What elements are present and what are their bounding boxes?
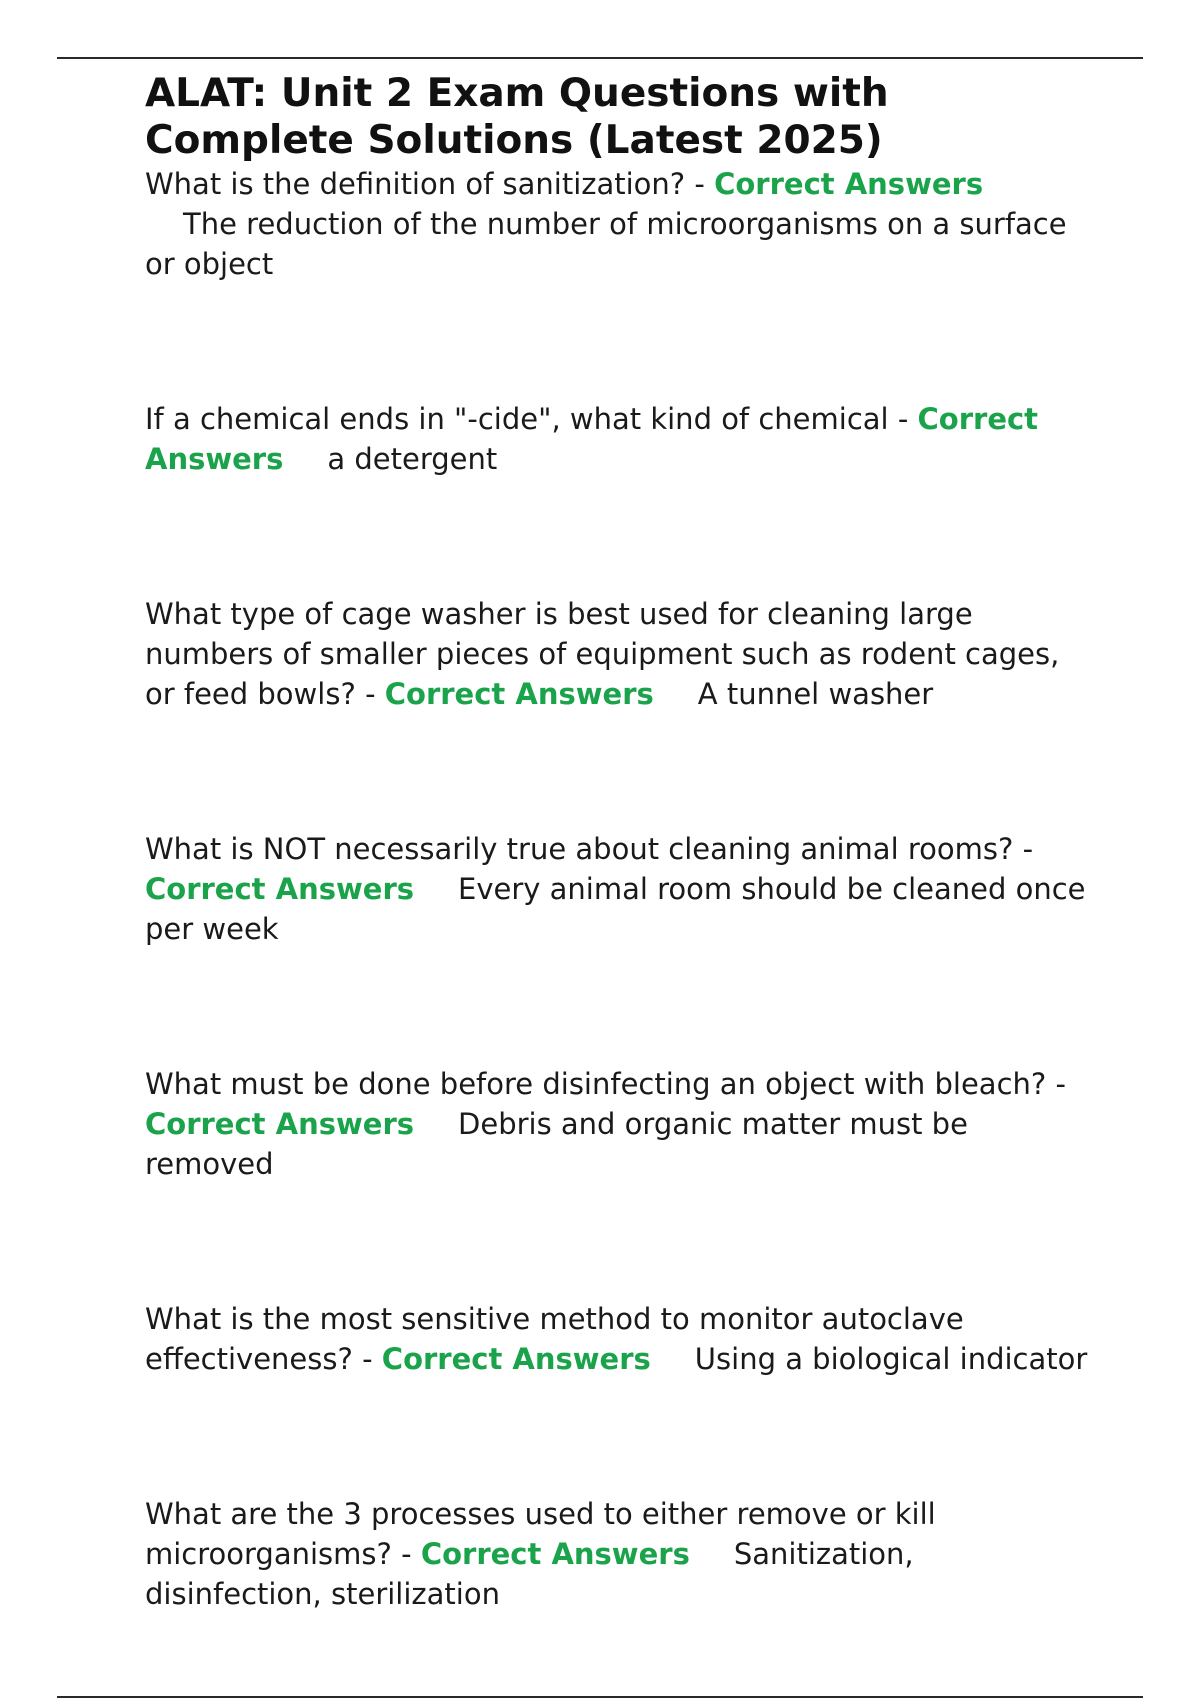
separator: -	[694, 167, 705, 201]
bottom-rule	[57, 1696, 1143, 1698]
qa-item-3	[145, 594, 1090, 714]
question-text: What must be done before disinfecting an object with bleach?	[145, 1067, 1047, 1101]
answer-label: Correct Answers	[145, 1107, 415, 1141]
qa-item-6	[145, 1299, 1090, 1379]
separator: -	[401, 1537, 412, 1571]
question-text: What type of cage washer is best used for cleaning large numbers of smaller pieces of equipment such as rodent cages, or feed bowls?	[145, 597, 1060, 711]
answer-label: Correct Answers	[381, 1342, 651, 1376]
separator: -	[897, 402, 909, 436]
question-text: What is the definition of sanitization?	[145, 167, 686, 201]
answer-text: Sanitization, disinfection, sterilization	[145, 1537, 914, 1611]
qa-item-5	[145, 1064, 1090, 1184]
question-text: If a chemical ends in "-cide", what kind of chemical	[145, 402, 889, 436]
question-text: What is the most sensitive method to monitor autoclave effectiveness?	[145, 1302, 964, 1376]
answer-label: Correct Answers	[145, 402, 1039, 476]
answer-text: Every animal room should be cleaned once per week	[145, 872, 1086, 946]
question-text: What are the 3 processes used to either remove or kill microorganisms?	[145, 1497, 936, 1571]
answer-label: Correct Answers	[714, 167, 984, 201]
answer-label: Correct Answers	[384, 677, 654, 711]
qa-item-1	[145, 164, 1090, 284]
answer-text: The reduction of the number of microorganisms on a surface or object	[145, 207, 1067, 281]
answer-text: Debris and organic matter must be removed	[145, 1107, 968, 1181]
separator: -	[1022, 832, 1034, 866]
document-body	[145, 70, 1090, 1614]
answer-text: Using a biological indicator	[694, 1342, 1088, 1376]
answer-label: Correct Answers	[420, 1537, 690, 1571]
separator: -	[365, 677, 376, 711]
qa-item-7	[145, 1494, 1090, 1614]
answer-label: Correct Answers	[145, 872, 415, 906]
separator: -	[1055, 1067, 1066, 1101]
qa-item-4	[145, 829, 1090, 949]
answer-text: A tunnel washer	[697, 677, 934, 711]
answer-text: a detergent	[327, 442, 498, 476]
top-rule	[57, 57, 1143, 59]
question-text: What is NOT necessarily true about cleaning animal rooms?	[145, 832, 1014, 866]
separator: -	[362, 1342, 373, 1376]
page-title: ALAT: Unit 2 Exam Questions with Complete Solutions (Latest 2025)	[145, 71, 889, 163]
qa-item-2	[145, 399, 1090, 479]
